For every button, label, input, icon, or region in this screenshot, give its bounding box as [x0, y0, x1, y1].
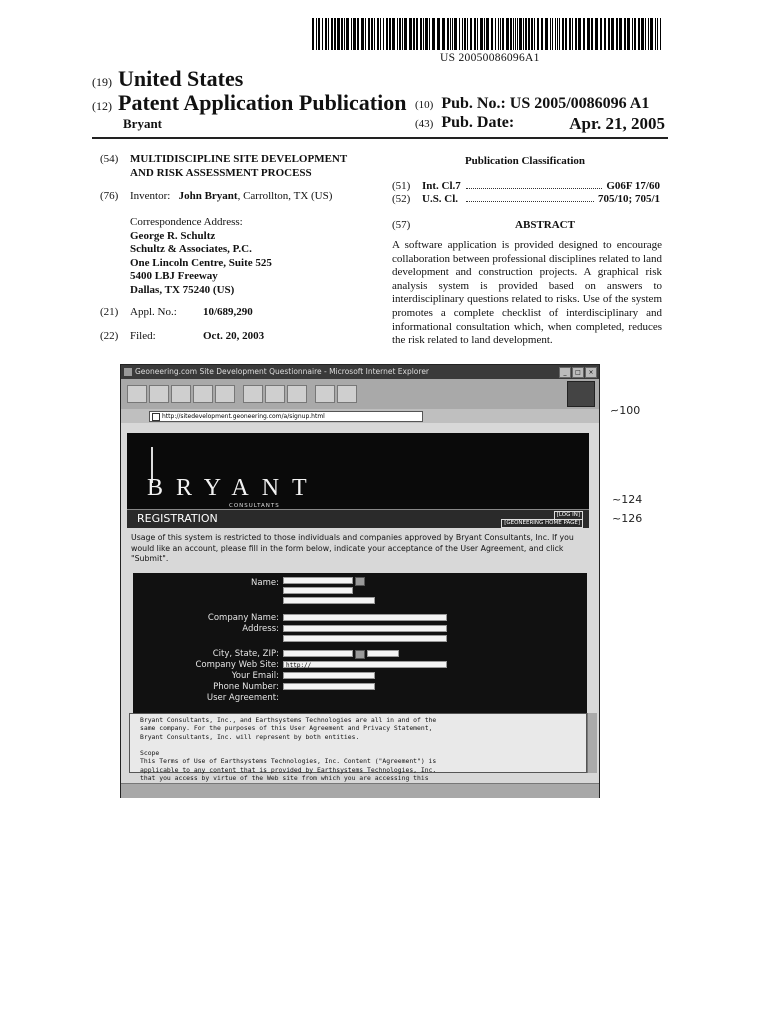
company-label: Company Name:: [207, 613, 279, 623]
agreement-label: User Agreement:: [206, 693, 279, 703]
address-line1-field[interactable]: [283, 625, 447, 632]
address-line2-field[interactable]: [283, 635, 447, 642]
favorites-icon[interactable]: [265, 385, 285, 403]
refresh-icon[interactable]: [193, 385, 213, 403]
appl-label: Appl. No.:: [130, 306, 177, 318]
close-icon[interactable]: ×: [585, 367, 597, 378]
correspondence-line: George R. Schultz: [130, 229, 216, 242]
appl-code: (21): [100, 306, 119, 318]
uscl-code: (52): [392, 193, 411, 205]
city-field[interactable]: [283, 650, 353, 657]
page-icon: [152, 413, 160, 421]
inventor-line: [130, 190, 332, 204]
pub-date-line: [415, 114, 665, 132]
registration-form: [133, 573, 587, 713]
home-icon[interactable]: [215, 385, 235, 403]
callout-126-label: 126: [621, 512, 643, 525]
pubno-code: (10): [415, 99, 434, 111]
browser-app-icon: [124, 368, 132, 376]
correspondence-label: Correspondence Address:: [130, 216, 243, 228]
abstract-text: A software application is provided designed to encourage collaboration between professional disciplines related to land development and construction projects. A graphical risk analysis system is provided based on answers to interdisciplinary questions related to risks. Use of the system promotes a complete checklist of interdisciplinary and informational consultation which, when completed, reduces the risk related to land development.: [392, 239, 662, 347]
agreement-line: Bryant Consultants, Inc. will represent by both entities.: [140, 732, 360, 741]
city-state-zip-label: City, State, ZIP:: [212, 649, 279, 659]
correspondence-line: Schultz & Associates, P.C.: [130, 243, 252, 255]
website-label: Company Web Site:: [195, 660, 279, 670]
name-suffix-select[interactable]: [355, 577, 365, 586]
login-link[interactable]: [LOG IN]: [554, 511, 583, 520]
callout-100-label: 100: [619, 404, 641, 417]
agreement-line: Bryant Consultants, Inc., and Earthsystems Technologies are all in and of the: [140, 716, 437, 724]
country-code: (19): [92, 75, 112, 89]
pubdate-label: Pub. Date:: [441, 114, 515, 131]
barcode-number: US 20050086096A1: [440, 52, 540, 64]
inventor-short: Bryant: [123, 116, 162, 131]
browser-titlebar: [121, 365, 599, 379]
pub-classification-title: Publication Classification: [464, 155, 586, 167]
title-code: (54): [100, 153, 119, 165]
agreement-line: This Terms of Use of Earthsystems Technologies, Inc. Content ("Agreement") is: [140, 757, 437, 766]
last-name-field[interactable]: [283, 587, 353, 594]
intcl-code: (51): [392, 180, 411, 192]
window-title: Geoneering.com Site Development Questionnaire - Microsoft Internet Explorer: [135, 367, 430, 376]
name-extra-field[interactable]: [283, 597, 375, 604]
header-rule: [92, 137, 668, 139]
minimize-icon[interactable]: _: [559, 367, 571, 378]
country-line: [92, 66, 243, 92]
inventor-name: John Bryant: [178, 190, 238, 202]
abstract-title: ABSTRACT: [515, 219, 575, 231]
filed-date: Oct. 20, 2003: [203, 330, 265, 342]
invention-title: MULTIDISCIPLINE SITE DEVELOPMENT AND RISK ASSESSMENT PROCESS: [130, 153, 348, 179]
brand-banner: [127, 433, 589, 509]
brand-logo: BRYANT: [147, 475, 320, 501]
uscl-label: U.S. Cl.: [422, 193, 459, 205]
address-label: Address:: [242, 624, 279, 634]
stop-icon[interactable]: [171, 385, 191, 403]
pub-number-line: [415, 95, 649, 113]
appl-number: 10/689,290: [203, 306, 253, 318]
correspondence-line: One Lincoln Centre, Suite 525: [130, 256, 272, 269]
home-page-link[interactable]: [GEONEERING HOME PAGE]: [501, 519, 583, 528]
history-icon[interactable]: [287, 385, 307, 403]
intcl-label: Int. Cl.7: [422, 180, 461, 192]
country: United States: [118, 66, 244, 91]
correspondence-line: Dallas, TX 75240 (US): [130, 283, 235, 296]
address-bar: [121, 409, 599, 424]
browser-statusbar: [121, 783, 599, 798]
callout-124: ~124: [612, 493, 643, 506]
zip-field[interactable]: [367, 650, 399, 657]
callout-100: ~100: [609, 403, 641, 418]
pubno-value: US 2005/0086096 A1: [509, 95, 650, 112]
agreement-scrollbar[interactable]: [587, 713, 597, 773]
browser-toolbar: [121, 379, 599, 410]
filed-code: (22): [100, 330, 119, 342]
email-field[interactable]: [283, 672, 375, 679]
forward-icon[interactable]: [149, 385, 169, 403]
figure-screenshot: [120, 364, 600, 798]
correspondence-address: [130, 216, 390, 297]
email-label: Your Email:: [231, 671, 279, 681]
inventor-label: Inventor:: [130, 190, 171, 202]
brand-subtitle: CONSULTANTS: [229, 503, 280, 509]
leader-dots: [466, 193, 594, 202]
type-code: (12): [92, 99, 112, 113]
agreement-line: [140, 741, 582, 749]
registration-title: REGISTRATION: [137, 512, 218, 525]
callout-126: ~126: [612, 512, 643, 525]
phone-field[interactable]: [283, 683, 375, 690]
publication-type: Patent Application Publication: [118, 90, 407, 115]
state-select[interactable]: [355, 650, 365, 659]
print-icon[interactable]: [337, 385, 357, 403]
website-field[interactable]: http://: [283, 661, 447, 668]
agreement-line: Scope: [140, 749, 160, 758]
phone-label: Phone Number:: [213, 682, 279, 692]
pubdate-value: Apr. 21, 2005: [569, 114, 665, 133]
name-label: Name:: [251, 578, 279, 588]
inventor-code: (76): [100, 190, 119, 202]
barcode: [312, 18, 662, 50]
browser-logo-icon: [567, 381, 595, 407]
address-url: http://sitedevelopment.geoneering.com/a/signup.html: [162, 413, 325, 420]
filed-label: Filed:: [130, 330, 156, 342]
correspondence-line: 5400 LBJ Freeway: [130, 270, 218, 282]
intcl-value: G06F 17/60: [606, 180, 660, 192]
leader-dots: [466, 180, 602, 189]
registration-intro: Usage of this system is restricted to those individuals and companies approved by Bryant Consultants, Inc. If you would like an account, please fill in the form below, indicate your acceptance of the User Agreement, and click "Submit".: [131, 533, 574, 563]
first-name-field[interactable]: [283, 577, 353, 584]
agreement-line: same company. For the purposes of this User Agreement and Privacy Statement,: [140, 724, 433, 733]
page-content: [121, 423, 599, 797]
uscl-value: 705/10; 705/1: [597, 193, 660, 205]
int-cl-row: [392, 180, 660, 192]
mail-icon[interactable]: [315, 385, 335, 403]
abstract-code: (57): [392, 219, 411, 231]
us-cl-row: [392, 193, 660, 205]
address-input[interactable]: [149, 411, 423, 422]
pubdate-code: (43): [415, 118, 434, 130]
callout-124-label: 124: [621, 493, 643, 506]
registration-bar: [127, 509, 589, 528]
pubno-label: Pub. No.:: [441, 95, 506, 112]
company-name-field[interactable]: [283, 614, 447, 621]
publication-type-line: [92, 90, 406, 116]
back-icon[interactable]: [127, 385, 147, 403]
inventor-location: , Carrollton, TX (US): [237, 190, 333, 202]
user-agreement-textarea[interactable]: [129, 713, 587, 783]
maximize-icon[interactable]: □: [572, 367, 584, 378]
agreement-line: that you access by virtue of the Web site from which you are accessing this: [140, 774, 429, 783]
agreement-line: applicable to any content that is provided by Earthsystems Technologies, Inc.: [140, 765, 437, 774]
search-icon[interactable]: [243, 385, 263, 403]
